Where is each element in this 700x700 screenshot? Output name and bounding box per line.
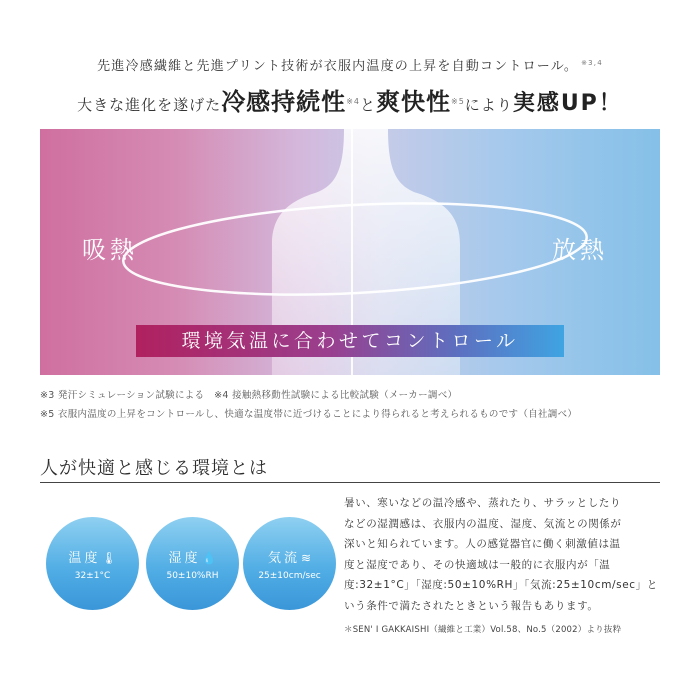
footnote-line: ※3 発汗シミュレーション試験による ※4 接触熱移動性試験による比較試験（メーカー調べ） bbox=[40, 390, 458, 401]
humidity-circle: 湿度💧 50±10%RH bbox=[146, 517, 239, 610]
footnote-ref: ※3,4 bbox=[581, 58, 603, 67]
citation: ＊SEN' I GAKKAISHI（繊維と工業）Vol.58、No.5（2002）より抜粋 bbox=[344, 625, 622, 635]
droplets-icon: 💧 bbox=[201, 551, 217, 565]
headline-line-2: 大きな進化を遂げた冷感持続性$^{※4}$と爽快性$^{※5}$により実感UP！ bbox=[77, 88, 623, 116]
heat-absorb-label: 吸熱 bbox=[82, 236, 138, 264]
airflow-circle: 気流≋ 25±10cm/sec bbox=[243, 517, 336, 610]
section-divider bbox=[40, 482, 660, 483]
hero-illustration bbox=[40, 129, 660, 375]
cooling-persistence-text: 冷感持続性 bbox=[221, 88, 347, 116]
footnote-line: ※5 衣服内温度の上昇をコントロールし、快適な温度帯に近づけることにより得られると考えられるものです（自社調べ） bbox=[40, 409, 578, 420]
effect-up-text: 実感UP！ bbox=[512, 91, 623, 116]
temperature-circle: 温度🌡 32±1°C bbox=[46, 517, 139, 610]
section-title: 人が快適と感じる環境とは bbox=[40, 458, 268, 479]
humidity-value: 50±10%RH bbox=[166, 571, 219, 581]
airflow-value: 25±10cm/sec bbox=[258, 571, 321, 581]
footnotes bbox=[40, 386, 670, 424]
refreshing-text: 爽快性 bbox=[376, 88, 451, 116]
headline-line-1: 先進冷感繊維と先進プリント技術が衣服内温度の上昇を自動コントロール。 $^{※3,4}$ bbox=[97, 58, 603, 74]
control-banner: 環境気温に合わせてコントロール bbox=[136, 325, 564, 357]
wind-icon: ≋ bbox=[300, 551, 312, 565]
thermometer-icon: 🌡 bbox=[101, 551, 117, 565]
heat-release-label: 放熱 bbox=[552, 236, 608, 264]
temperature-value: 32±1°C bbox=[74, 571, 111, 581]
body-paragraph: 暑い、寒いなどの温冷感や、蒸れたり、サラッとしたり などの湿潤感は、衣服内の温度、湿度、気流との関係が 深いと知られています。人の感覚器官に働く刺激値は温 度と湿度であり、その快適域は一般的に衣服内が「温 度:32±1°C」「湿度:50±10%RH」「気流:25±10cm/sec」と いう条件で満たされたときという報告もあります。 bbox=[344, 497, 658, 612]
